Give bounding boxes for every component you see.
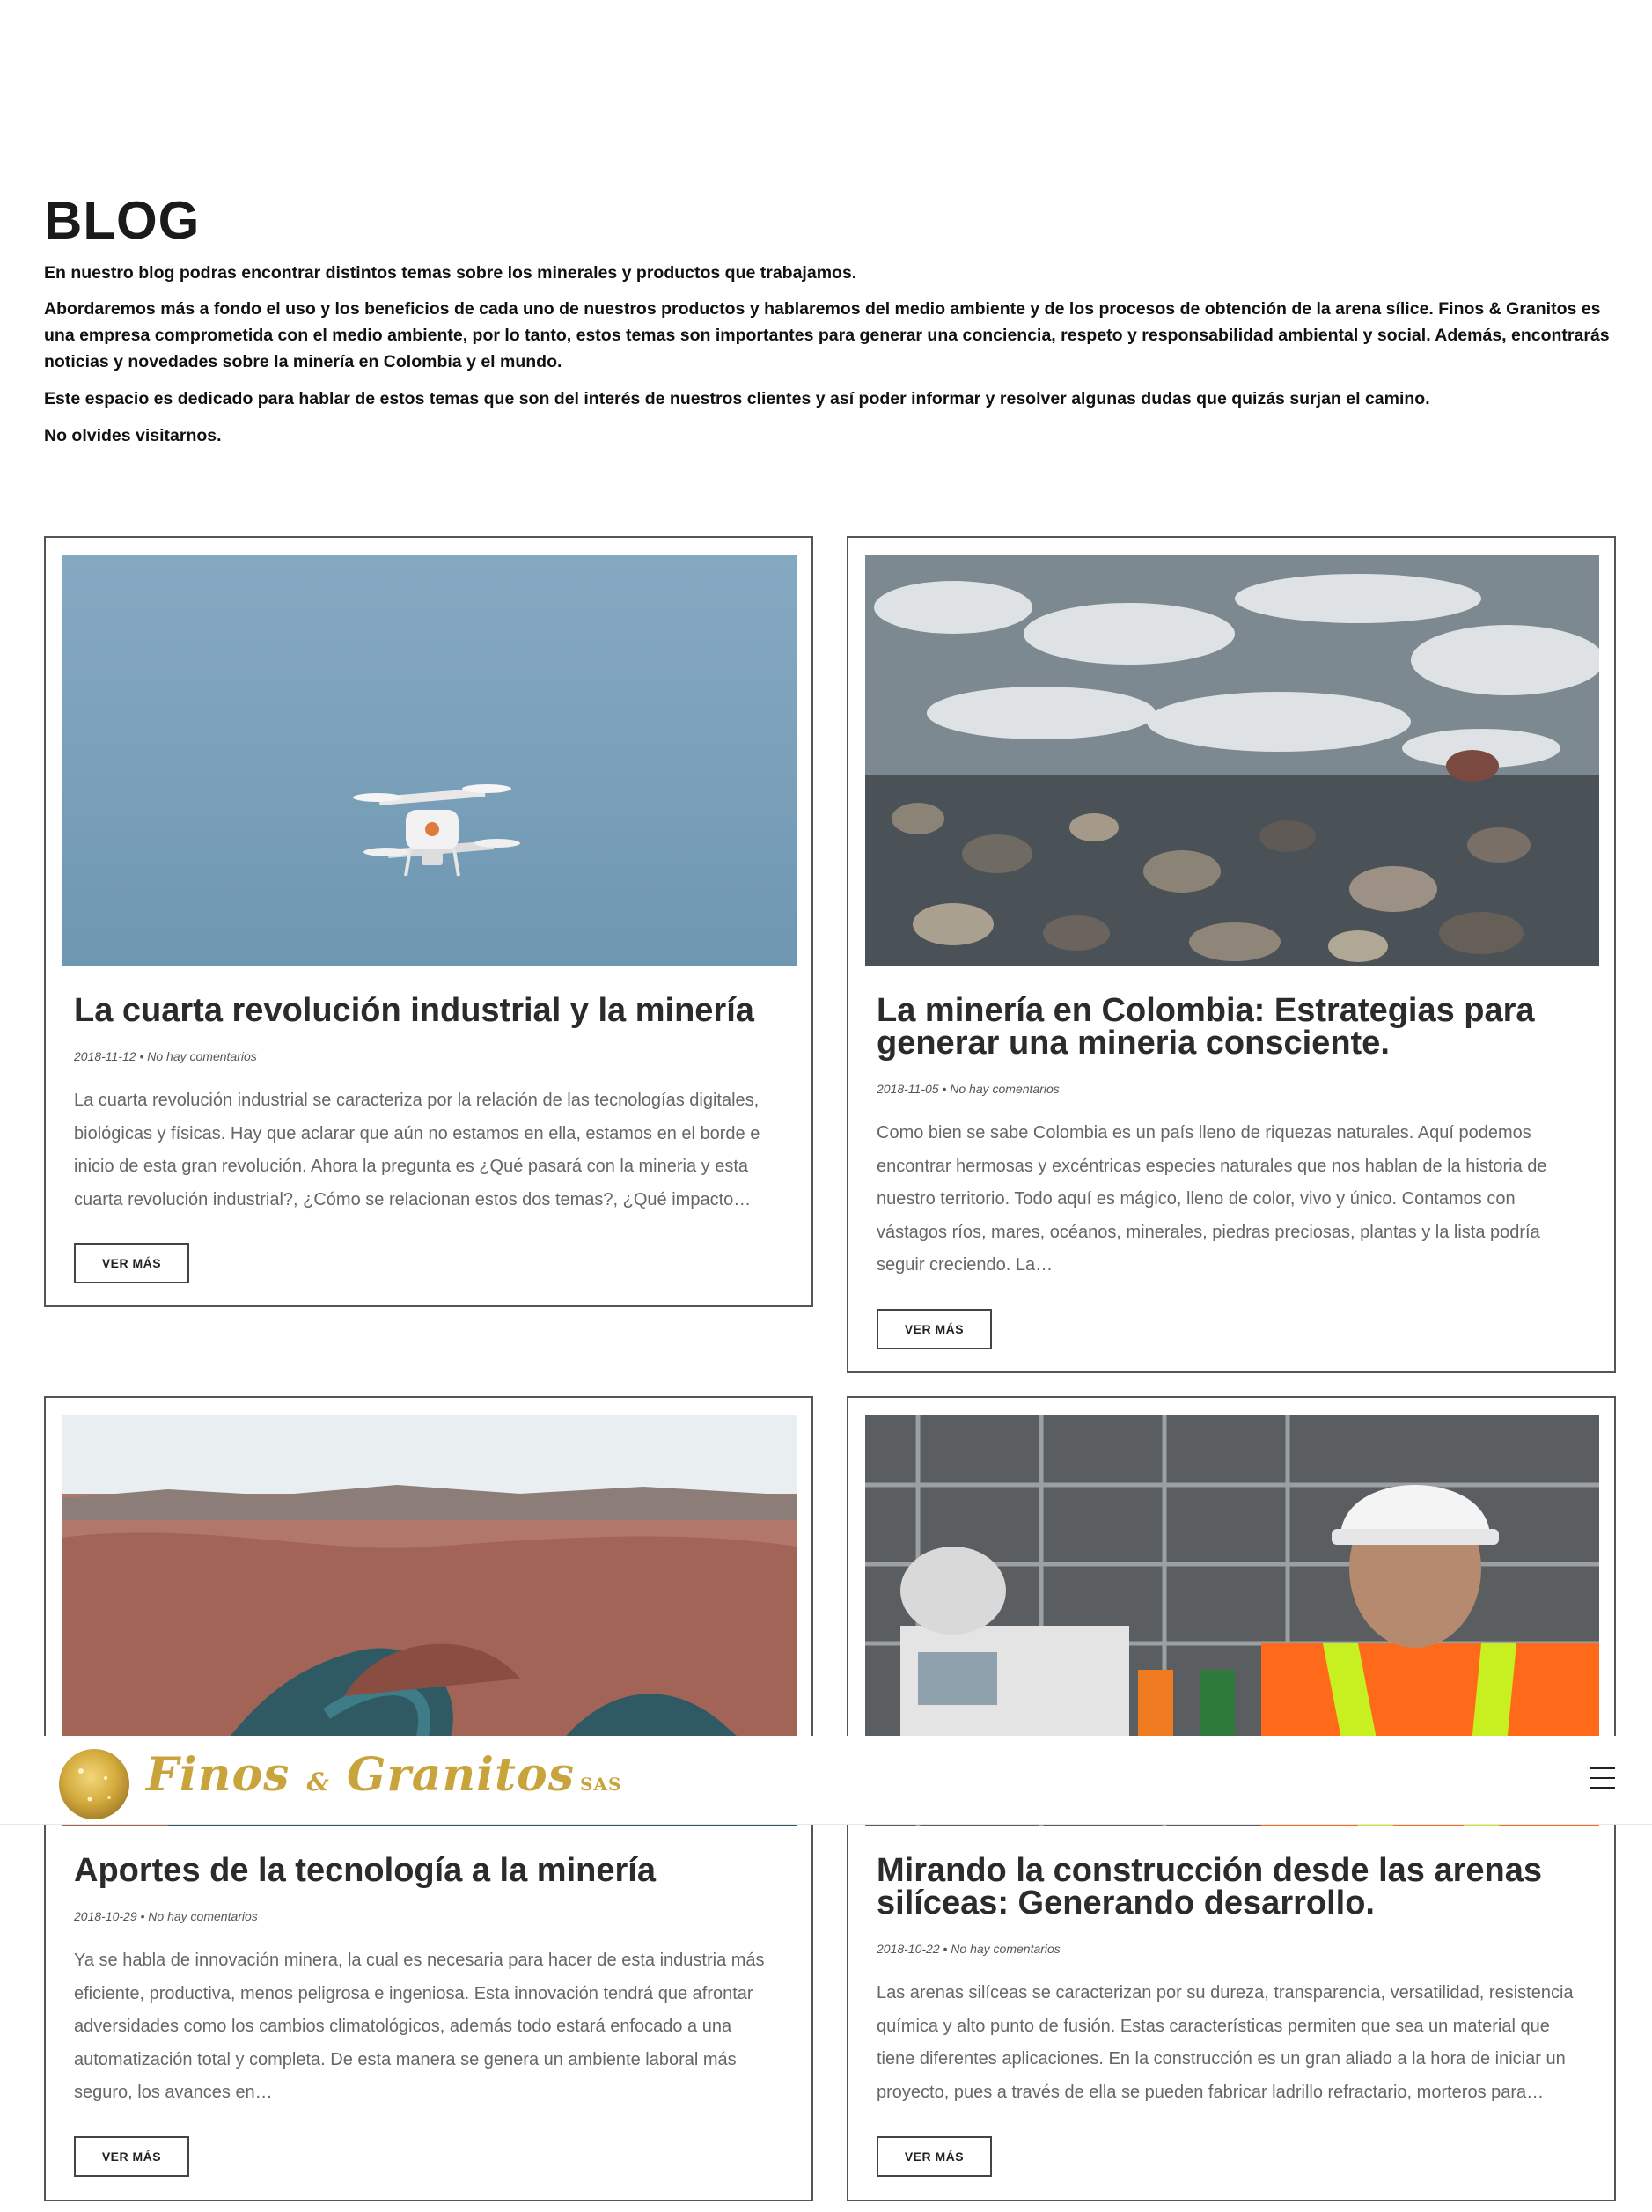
brand-logo[interactable]	[146, 1748, 621, 1802]
post-title[interactable]: Aportes de la tecnología a la minería	[74, 1852, 656, 1889]
blog-intro	[44, 189, 1619, 459]
intro-paragraph-3: Este espacio es dedicado para hablar de estos temas que son del interés de nuestros clientes y así poder informar y resolver algunas dudas que quizás surjan el camino.	[44, 389, 1430, 408]
hamburger-menu-icon[interactable]	[1590, 1767, 1617, 1790]
post-title[interactable]: Mirando la construcción desde las arenas silíceas: Generando desarrollo.	[877, 1852, 1543, 1922]
post-image-drone[interactable]	[62, 555, 797, 966]
post-title[interactable]: La minería en Colombia: Estrategias para generar una mineria consciente.	[877, 992, 1535, 1062]
post-meta: 2018-11-05 • No hay comentarios	[877, 1082, 1060, 1096]
post-meta: 2018-10-29 • No hay comentarios	[74, 1909, 258, 1923]
intro-paragraph-4: No olvides visitarnos.	[44, 426, 222, 445]
read-more-button[interactable]: VER MÁS	[74, 1243, 189, 1283]
site-header	[0, 1736, 1652, 1825]
post-excerpt: Como bien se sabe Colombia es un país lleno de riquezas naturales. Aquí podemos encontrar hermosas y excéntricas especies naturales que nos hablan de la historia de nuestro territorio. Todo aquí es mágico, lleno de color, vivo y único. Contamos con vástagos ríos, mares, océanos, minerales, piedras preciosas, plantas y la lista podría seguir creciendo. La…	[877, 1123, 1547, 1275]
intro-paragraph-1: En nuestro blog podras encontrar distintos temas sobre los minerales y productos que trabajamos.	[44, 263, 857, 283]
post-meta: 2018-10-22 • No hay comentarios	[877, 1942, 1061, 1956]
logo-second: Granitos	[346, 1748, 575, 1802]
post-excerpt: La cuarta revolución industrial se caracteriza por la relación de las tecnologías digitales, biológicas y físicas. Hay que aclarar que aún no estamos en ella, estamos en el borde e inicio de esta gran revolución. Ahora la pregunta es ¿Qué pasará con la mineria y esta cuarta revolución industrial?, ¿Cómo se relacionan estos dos temas?, ¿Qué impacto…	[74, 1091, 760, 1209]
logo-suffix: SAS	[579, 1774, 622, 1795]
logo-main: Finos	[146, 1748, 290, 1802]
page-title: BLOG	[44, 191, 201, 250]
logo-amp: &	[306, 1767, 330, 1797]
post-meta: 2018-11-12 • No hay comentarios	[74, 1049, 257, 1063]
post-excerpt: Las arenas silíceas se caracterizan por su dureza, transparencia, versatilidad, resistencia química y alto punto de fusión. Estas características permiten que sea un material que tiene diferentes aplicaciones. En la construcción es un gran aliado a la hora de iniciar un proyecto, pues a través de ella se pueden fabricar ladrillo refractario, morteros para…	[877, 1983, 1574, 2102]
read-more-button[interactable]: VER MÁS	[74, 2136, 189, 2177]
post-title[interactable]: La cuarta revolución industrial y la minería	[74, 992, 754, 1029]
post-excerpt: Ya se habla de innovación minera, la cual es necesaria para hacer de esta industria más eficiente, productiva, menos peligrosa e ingeniosa. Esta innovación tendrá que afrontar adversidades como los cambios climatológicos, además todo estará enfocado a una automatización total y completa. De esta manera se genera un ambiente laboral más seguro, los avances en…	[74, 1951, 765, 2102]
read-more-button[interactable]: VER MÁS	[877, 2136, 992, 2177]
post-card-2	[847, 536, 1616, 1373]
intro-paragraph-2: Abordaremos más a fondo el uso y los beneficios de cada uno de nuestros productos y hablaremos del medio ambiente y de los procesos de obtención de la arena sílice. Finos & Granitos es una empresa comprometida con el medio ambiente, por lo tanto, estos temas son importantes para generar una conciencia, respeto y responsabilidad ambiental y social. Además, encontrarás noticias y novedades sobre la minería en Colombia y el mundo.	[44, 299, 1610, 371]
read-more-button[interactable]: VER MÁS	[877, 1309, 992, 1349]
logo-icon[interactable]	[55, 1745, 134, 1828]
post-card-1	[44, 536, 813, 1307]
post-image-river-stones[interactable]	[865, 555, 1599, 966]
